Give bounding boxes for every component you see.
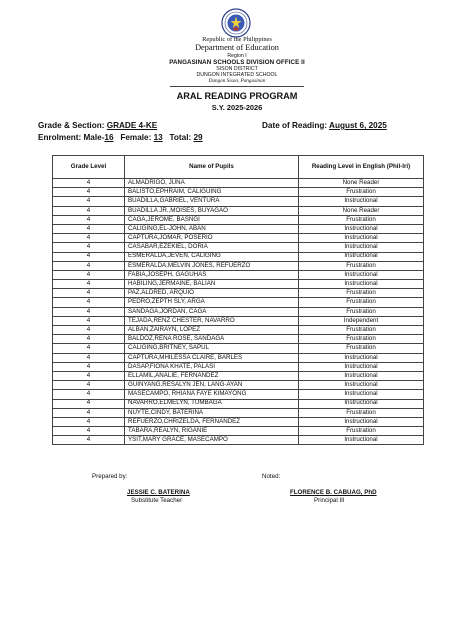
- grade-level-cell: 4: [53, 399, 125, 408]
- grade-level-cell: 4: [53, 371, 125, 380]
- table-row: [53, 234, 424, 243]
- pupil-name-cell: ALMADRIGO, JUNA: [125, 179, 299, 188]
- school-year: S.Y. 2025-2026: [211, 103, 263, 112]
- grade-level-cell: 4: [53, 289, 125, 298]
- reading-level-cell: Instructional: [299, 371, 424, 380]
- table-row: [53, 408, 424, 417]
- grade-level-cell: 4: [53, 252, 125, 261]
- enrolment-line: [38, 134, 203, 142]
- table-row: [53, 344, 424, 353]
- reading-level-table: [52, 155, 424, 445]
- table-row: [53, 417, 424, 426]
- grade-level-cell: 4: [53, 261, 125, 270]
- pupil-name-cell: REFUERZO,CHRIZELDA, FERNANDEZ: [125, 417, 299, 426]
- female-label: Female:: [120, 133, 152, 142]
- reading-level-cell: Frustration: [299, 188, 424, 197]
- noter-name: FLORENCE B. CABUAG, PhD: [290, 489, 377, 496]
- reading-level-cell: Instructional: [299, 362, 424, 371]
- reading-level-cell: Frustration: [299, 427, 424, 436]
- pupil-name-cell: NAVARRO,ELMELYN, TUMBAGA: [125, 399, 299, 408]
- reading-level-cell: None Reader: [299, 206, 424, 215]
- school-address: Dungon Sison, Pangasinan: [208, 78, 266, 84]
- table-row: [53, 362, 424, 371]
- reading-level-cell: Independent: [299, 316, 424, 325]
- reading-level-cell: Instructional: [299, 381, 424, 390]
- reading-level-cell: Instructional: [299, 417, 424, 426]
- table-row: [53, 179, 424, 188]
- table-row: [53, 436, 424, 445]
- reading-level-cell: Frustration: [299, 261, 424, 270]
- pupil-name-cell: GUINYANG,RESALYN JEN, LANG-AYAN: [125, 381, 299, 390]
- table-row: [53, 252, 424, 261]
- grade-level-cell: 4: [53, 436, 125, 445]
- grade-level-cell: 4: [53, 298, 125, 307]
- grade-level-cell: 4: [53, 326, 125, 335]
- table-row: [53, 224, 424, 233]
- date-value: August 6, 2025: [329, 121, 387, 130]
- reading-level-cell: Frustration: [299, 344, 424, 353]
- pupil-name-cell: BALDOZ,RENA ROSE, SANDAGA: [125, 335, 299, 344]
- division-name: PANGASINAN SCHOOLS DIVISION OFFICE II: [169, 59, 305, 66]
- table-row: [53, 206, 424, 215]
- grade-level-cell: 4: [53, 316, 125, 325]
- pupil-name-cell: SANDAGA,JORDAN, CAGA: [125, 307, 299, 316]
- pupil-name-cell: HABILING,JERMAINE, BALIAN: [125, 280, 299, 289]
- pupil-name-cell: DASAP,FIONA KHATE, PALASI: [125, 362, 299, 371]
- pupil-name-cell: CAGA,JEROME, BASNGI: [125, 215, 299, 224]
- header-pupil-name: Name of Pupils: [125, 156, 299, 179]
- table-row: [53, 188, 424, 197]
- deped-seal-icon: [221, 8, 251, 38]
- republic-line: Republic of the Philippines: [202, 36, 272, 43]
- pupil-name-cell: CAPTURA,MHILESSA CLAIRE, BARLES: [125, 353, 299, 362]
- grade-level-cell: 4: [53, 179, 125, 188]
- reading-level-cell: Instructional: [299, 399, 424, 408]
- preparer-title: Substitute Teacher: [131, 497, 183, 504]
- grade-level-cell: 4: [53, 206, 125, 215]
- reading-level-cell: Instructional: [299, 252, 424, 261]
- grade-level-cell: 4: [53, 280, 125, 289]
- grade-level-cell: 4: [53, 188, 125, 197]
- noted-label: Noted:: [262, 473, 281, 480]
- pupil-name-cell: ESMERALDA,MELVIN JONES, REFUERZO: [125, 261, 299, 270]
- preparer-name: JESSIE C. BATERINA: [127, 489, 190, 496]
- grade-level-cell: 4: [53, 353, 125, 362]
- grade-section-label: Grade & Section:: [38, 121, 105, 130]
- reading-level-cell: None Reader: [299, 179, 424, 188]
- district-name: SISON DISTRICT: [216, 66, 258, 72]
- total-label: Total:: [169, 133, 192, 142]
- grade-level-cell: 4: [53, 234, 125, 243]
- reading-level-cell: Instructional: [299, 390, 424, 399]
- table-body: [53, 179, 424, 445]
- pupil-name-cell: ESMERALDA,JEVEN, CALIGING: [125, 252, 299, 261]
- grade-level-cell: 4: [53, 390, 125, 399]
- table-row: [53, 353, 424, 362]
- header-reading-level: Reading Level in English (Phil-Iri): [299, 156, 424, 179]
- total-count: 29: [193, 133, 203, 142]
- table-row: [53, 289, 424, 298]
- school-name: DUNGON INTEGRATED SCHOOL: [196, 72, 278, 78]
- reading-level-cell: Instructional: [299, 436, 424, 445]
- reading-level-cell: Frustration: [299, 307, 424, 316]
- reading-level-cell: Instructional: [299, 197, 424, 206]
- pupil-name-cell: ALBAN,ZAIRAYN, LOPEZ: [125, 326, 299, 335]
- date-line: [262, 122, 387, 130]
- grade-level-cell: 4: [53, 215, 125, 224]
- table-row: [53, 215, 424, 224]
- pupil-name-cell: CALIGING,BRITNEY, SAPUL: [125, 344, 299, 353]
- grade-level-cell: 4: [53, 427, 125, 436]
- region-line: Region I: [227, 53, 247, 59]
- pupil-name-cell: PAZ,ALDRED, ARQUIO: [125, 289, 299, 298]
- reading-level-cell: Instructional: [299, 353, 424, 362]
- pupil-name-cell: BALISTO,EPHRAIM, CALIGUING: [125, 188, 299, 197]
- table-row: [53, 280, 424, 289]
- table-row: [53, 326, 424, 335]
- reading-level-cell: Frustration: [299, 298, 424, 307]
- reading-level-cell: Frustration: [299, 335, 424, 344]
- pupil-name-cell: NUYTE,CINDY, BATERINA: [125, 408, 299, 417]
- prepared-by-label: Prepared by:: [92, 473, 128, 480]
- grade-level-cell: 4: [53, 197, 125, 206]
- table-row: [53, 390, 424, 399]
- pupil-name-cell: MASECAMPO, RHIANA FAYE KIMAYONG: [125, 390, 299, 399]
- report-title: ARAL READING PROGRAM: [176, 91, 298, 101]
- table-row: [53, 381, 424, 390]
- pupil-name-cell: PEDRO,ZEPTH SLY, ARGA: [125, 298, 299, 307]
- grade-level-cell: 4: [53, 335, 125, 344]
- grade-level-cell: 4: [53, 417, 125, 426]
- reading-level-cell: Instructional: [299, 224, 424, 233]
- table-row: [53, 270, 424, 279]
- pupil-name-cell: CALIGING,EL-JOHN, ABAN: [125, 224, 299, 233]
- enrolment-label: Enrolment: Male-: [38, 133, 105, 142]
- pupil-name-cell: CAPTURA,JOMAR, POSERIO: [125, 234, 299, 243]
- reading-level-cell: Frustration: [299, 326, 424, 335]
- pupil-name-cell: ELLAMIL,ANALIE, FERNANDEZ: [125, 371, 299, 380]
- pupil-name-cell: TEJADA,RENZ CHESTER, NAVARRO: [125, 316, 299, 325]
- reading-level-cell: Instructional: [299, 234, 424, 243]
- reading-level-cell: Instructional: [299, 243, 424, 252]
- table-row: [53, 335, 424, 344]
- table-row: [53, 261, 424, 270]
- grade-level-cell: 4: [53, 362, 125, 371]
- table-row: [53, 399, 424, 408]
- reading-level-cell: Instructional: [299, 280, 424, 289]
- grade-section-value: GRADE 4-KE: [106, 121, 158, 130]
- grade-level-cell: 4: [53, 344, 125, 353]
- grade-level-cell: 4: [53, 381, 125, 390]
- table-row: [53, 316, 424, 325]
- letterhead-divider: [170, 86, 304, 87]
- grade-level-cell: 4: [53, 307, 125, 316]
- grade-section-line: [38, 122, 157, 130]
- reading-level-cell: Frustration: [299, 408, 424, 417]
- table-row: [53, 243, 424, 252]
- noter-title: Principal III: [314, 497, 345, 504]
- reading-level-cell: Frustration: [299, 289, 424, 298]
- grade-level-cell: 4: [53, 270, 125, 279]
- female-count: 13: [153, 133, 163, 142]
- grade-level-cell: 4: [53, 224, 125, 233]
- pupil-name-cell: BUADILLA,GABRIEL, VENTURA: [125, 197, 299, 206]
- male-count: 16: [104, 133, 114, 142]
- grade-level-cell: 4: [53, 243, 125, 252]
- department-name: Department of Education: [195, 43, 279, 52]
- table-row: [53, 298, 424, 307]
- reading-level-cell: Frustration: [299, 215, 424, 224]
- pupil-name-cell: YSIT,MARY GRACE, MASECAMPO: [125, 436, 299, 445]
- table-row: [53, 307, 424, 316]
- grade-level-cell: 4: [53, 408, 125, 417]
- date-label: Date of Reading:: [262, 121, 328, 130]
- pupil-name-cell: BUADILLA JR.,MOISES, BUYAGAO: [125, 206, 299, 215]
- pupil-name-cell: TABARA,REALYN, RIGANIE: [125, 427, 299, 436]
- table-header-row: [53, 156, 424, 179]
- table-row: [53, 371, 424, 380]
- pupil-name-cell: CASABAR,EZEKIEL, DORIA: [125, 243, 299, 252]
- header-grade-level: Grade Level: [53, 156, 125, 179]
- pupil-name-cell: FABIA,JOSEPH, GAGUHAS: [125, 270, 299, 279]
- reading-level-cell: Instructional: [299, 270, 424, 279]
- table-row: [53, 427, 424, 436]
- table-row: [53, 197, 424, 206]
